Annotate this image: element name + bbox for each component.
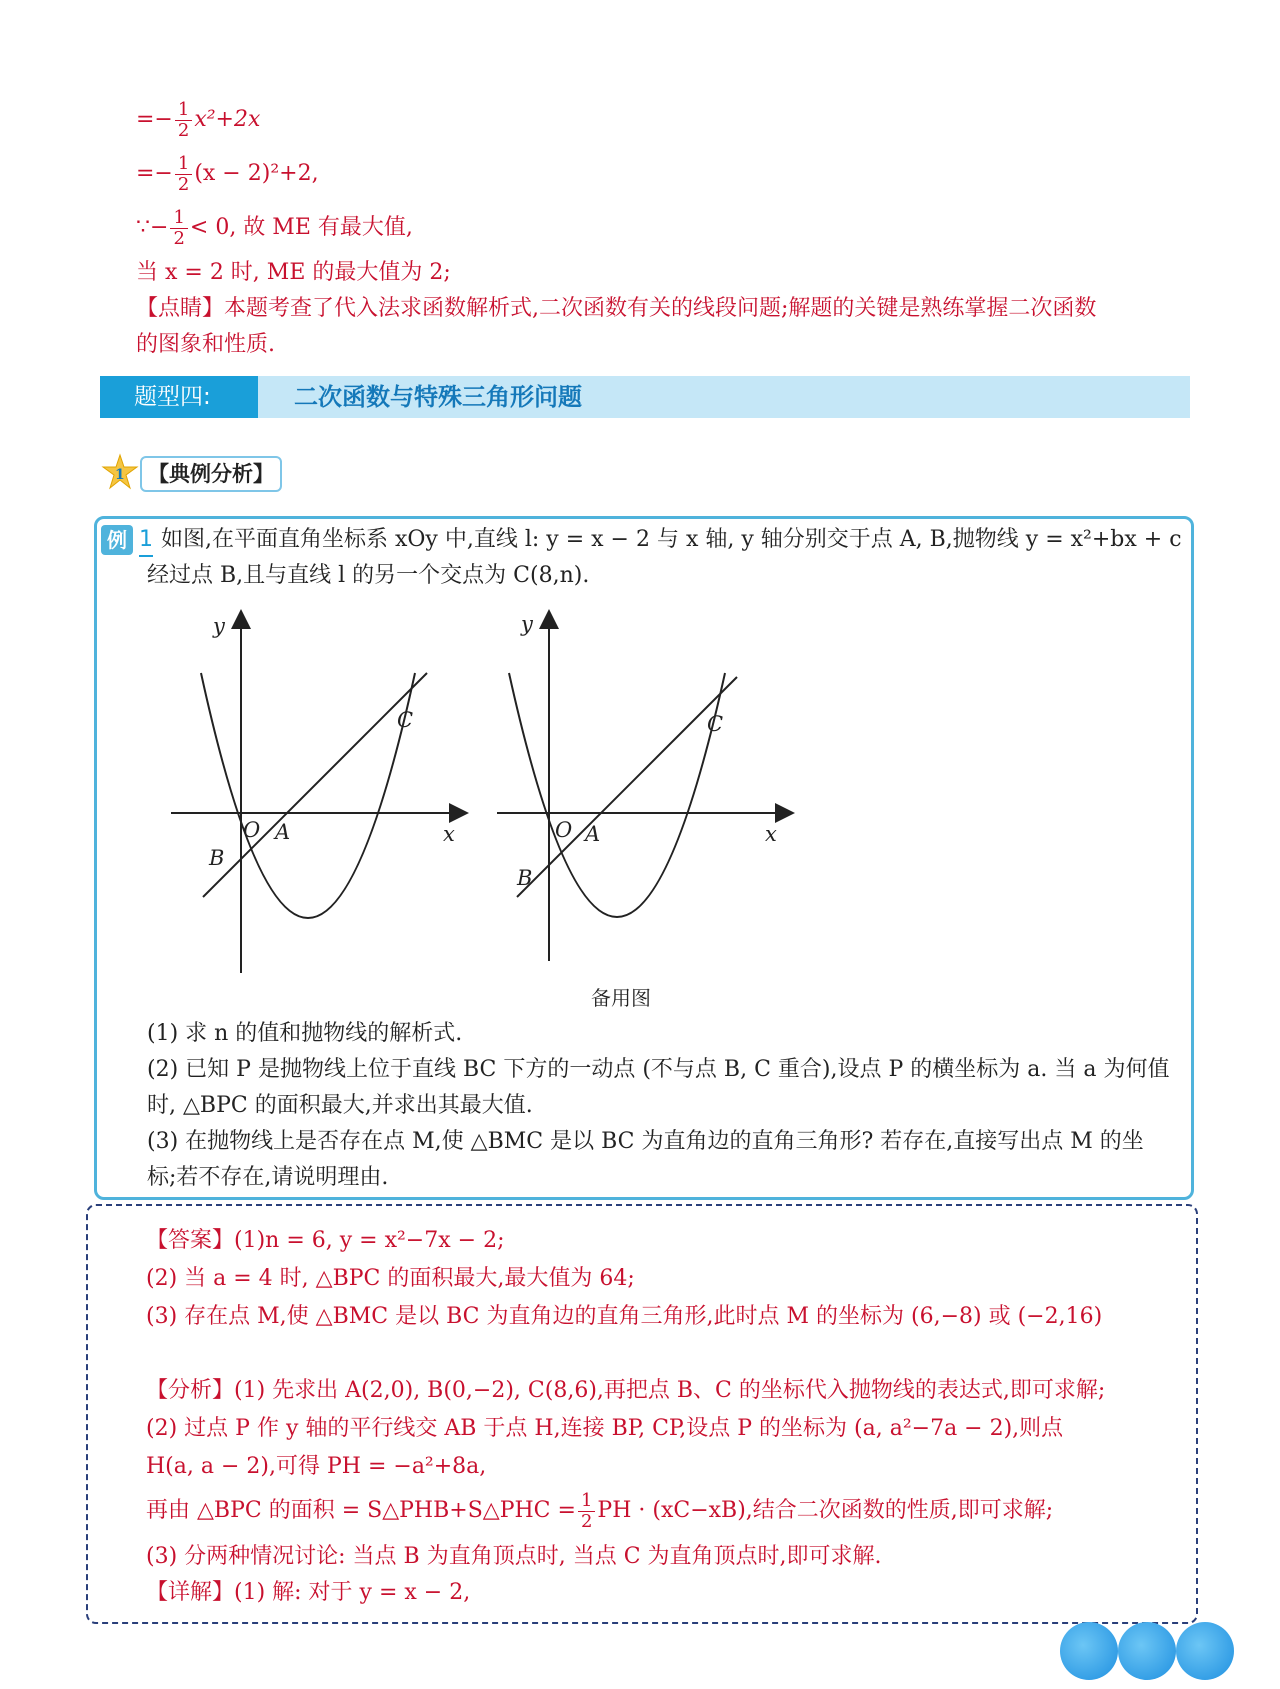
label-B: B — [209, 846, 225, 870]
comment-line-1: 【点睛】本题考查了代入法求函数解析式,二次函数有关的线段问题;解题的关键是熟练掌握二次函数 — [136, 296, 1097, 321]
graph-spare — [489, 601, 809, 981]
analysis-3: 再由 △BPC 的面积 = S△PHB+S△PHC = $\frac{1}{2}$ PH · (xC−xB),结合二次函数的性质,即可求解; — [146, 1489, 1054, 1532]
example-stem-2: 经过点 B,且与直线 l 的另一个交点为 C(8,n). — [147, 563, 590, 588]
nav-dot-1[interactable] — [1060, 1622, 1118, 1680]
label-C: C — [397, 708, 414, 732]
label-x-spare: x — [765, 822, 777, 846]
label-A-spare: A — [585, 822, 601, 846]
example-box — [94, 516, 1194, 1200]
label-x: x — [443, 822, 455, 846]
solution-line-2: =− $\frac{1}{2}$ (x − 2)²+2, — [136, 152, 319, 195]
label-A: A — [275, 820, 291, 844]
detail-start: 【详解】(1) 解: 对于 y = x − 2, — [146, 1580, 471, 1605]
solution-line-3: ∵− $\frac{1}{2}$ < 0, 故 ME 有最大值, — [136, 206, 413, 249]
label-y: y — [213, 614, 225, 638]
section-header — [100, 376, 1190, 418]
nav-dot-2[interactable] — [1118, 1622, 1176, 1680]
label-O: O — [243, 818, 261, 842]
nav-dot-3[interactable] — [1176, 1622, 1234, 1680]
analysis-2-line-1: (2) 过点 P 作 y 轴的平行线交 AB 于点 H,连接 BP, CP,设点 P 的坐标为 (a, a²−7a − 2),则点 — [146, 1416, 1064, 1441]
answer-1: 【答案】(1)n = 6, y = x²−7x − 2; — [146, 1228, 505, 1253]
page-nav[interactable] — [1060, 1618, 1270, 1686]
line-l — [203, 673, 427, 897]
solution-line-1: =− $\frac{1}{2}$ x²+2x — [136, 98, 261, 141]
question-1: (1) 求 n 的值和抛物线的解析式. — [147, 1021, 463, 1046]
answer-box — [86, 1204, 1198, 1624]
star-icon — [100, 452, 140, 492]
question-2-line-1: (2) 已知 P 是抛物线上位于直线 BC 下方的一动点 (不与点 B, C 重合),设点 P 的横坐标为 a. 当 a 为何值 — [147, 1057, 1170, 1082]
example-number: 1 — [139, 525, 153, 557]
comment-line-2: 的图象和性质. — [136, 332, 275, 357]
answer-3: (3) 存在点 M,使 △BMC 是以 BC 为直角边的直角三角形,此时点 M 的坐标为 (6,−8) 或 (−2,16) — [146, 1304, 1103, 1329]
question-3-line-1: (3) 在抛物线上是否存在点 M,使 △BMC 是以 BC 为直角边的直角三角形? 若存在,直接写出点 M 的坐 — [147, 1129, 1144, 1154]
solution-line-4: 当 x = 2 时, ME 的最大值为 2; — [136, 260, 451, 285]
section-tag: 题型四: — [100, 376, 258, 418]
example-stem-1: 如图,在平面直角坐标系 xOy 中,直线 l: y = x − 2 与 x 轴, y 轴分别交于点 A, B,抛物线 y = x²+bx + c — [161, 527, 1182, 552]
analysis-1: 【分析】(1) 先求出 A(2,0), B(0,−2), C(8,6),再把点 B、C 的坐标代入抛物线的表达式,即可求解; — [146, 1378, 1106, 1403]
section-title: 二次函数与特殊三角形问题 — [294, 383, 582, 411]
label-y-spare: y — [521, 612, 533, 636]
label-C-spare: C — [707, 712, 724, 736]
question-2-line-2: 时, △BPC 的面积最大,并求出其最大值. — [147, 1093, 533, 1118]
label-B-spare: B — [517, 866, 533, 890]
parabola-spare — [509, 673, 725, 917]
parabola — [201, 673, 415, 918]
answer-2: (2) 当 a = 4 时, △BPC 的面积最大,最大值为 64; — [146, 1266, 635, 1291]
analysis-2-line-2: H(a, a − 2),可得 PH = −a²+8a, — [146, 1454, 487, 1479]
label-O-spare: O — [555, 818, 573, 842]
example-badge: 例 — [101, 525, 133, 555]
question-3-line-2: 标;若不存在,请说明理由. — [147, 1165, 389, 1190]
graph-main — [163, 603, 483, 983]
analysis-number: 1 — [115, 467, 125, 483]
spare-caption: 备用图 — [591, 986, 651, 1010]
analysis-label: 【典例分析】 — [140, 456, 282, 492]
analysis-4: (3) 分两种情况讨论: 当点 B 为直角顶点时, 当点 C 为直角顶点时,即可求解. — [146, 1544, 882, 1569]
